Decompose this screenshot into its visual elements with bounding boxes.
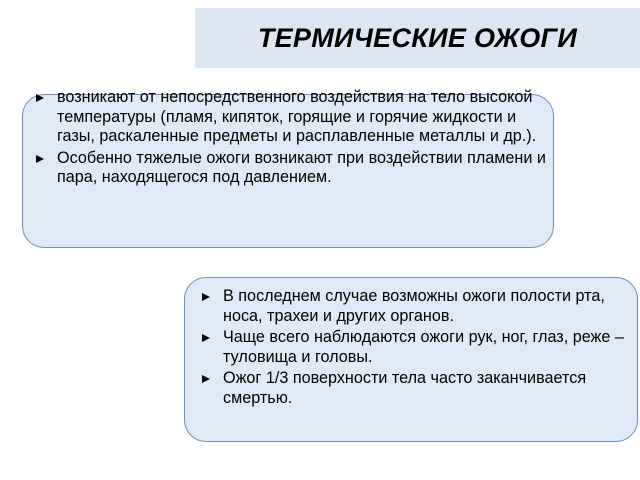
list-item xyxy=(199,328,631,367)
info-panel-causes xyxy=(22,88,554,248)
list-item xyxy=(33,88,553,147)
triangle-bullet-icon xyxy=(202,334,210,342)
list-item-text: возникают от непосредственного воздействия на тело высокой температуры (пламя, кипяток, горящие и горячие жидкости и газы, раскаленные предметы и расплавленные металлы и др.). xyxy=(57,88,537,145)
title-box xyxy=(195,8,640,68)
triangle-bullet-icon xyxy=(202,375,210,383)
info-panel-consequences xyxy=(184,277,638,442)
triangle-bullet-icon xyxy=(36,155,44,163)
list-item xyxy=(33,149,553,188)
triangle-bullet-icon xyxy=(36,94,44,102)
list-item xyxy=(199,287,631,326)
bullet-list xyxy=(33,88,553,190)
list-item-text: Ожог 1/3 поверхности тела часто заканчивается смертью. xyxy=(223,369,587,407)
list-item xyxy=(199,369,631,408)
slide-title: ТЕРМИЧЕСКИЕ ОЖОГИ xyxy=(257,22,578,53)
list-item-text: Чаще всего наблюдаются ожоги рук, ног, глаз, реже – туловища и головы. xyxy=(223,328,624,366)
bullet-list xyxy=(199,287,631,410)
list-item-text: В последнем случае возможны ожоги полости рта, носа, трахеи и других органов. xyxy=(223,287,605,325)
list-item-text: Особенно тяжелые ожоги возникают при воздействии пламени и пара, находящегося под давлением. xyxy=(57,148,546,186)
triangle-bullet-icon xyxy=(202,293,210,301)
